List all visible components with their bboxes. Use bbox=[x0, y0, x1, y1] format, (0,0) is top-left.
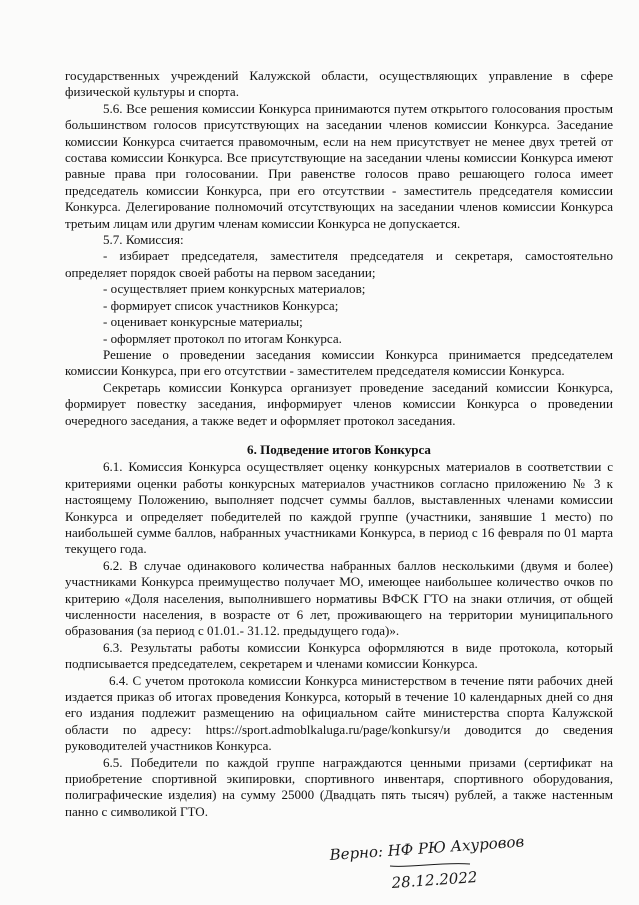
signature-stroke bbox=[390, 864, 470, 867]
paragraph: 6.4. С учетом протокола комиссии Конкурса министерством в течение пяти рабочих дней издается приказ об итогах проведения Конкурса, который в течение 10 календарных дней со дня его издания подлежит размещению на официальном сайте министерства спорта Калужской области по адресу: https://sport.admoblkaluga.ru/page/konkursy/и доводится до сведения руководителей участников Конкурса. bbox=[65, 672, 613, 754]
section-heading: 6. Подведение итогов Конкурса bbox=[247, 441, 431, 457]
paragraph: государственных учреждений Калужской области, осуществляющих управление в сфере физической культуры и спорта. bbox=[65, 68, 613, 100]
signature-line: Верно: НФ РЮ Ахуровов bbox=[329, 832, 525, 864]
paragraph: - осуществляет прием конкурсных материалов; bbox=[103, 281, 366, 297]
paragraph: Решение о проведении заседания комиссии Конкурса принимается председателем комиссии Конкурса, при его отсутствии - заместителем председателя комиссии Конкурса. bbox=[65, 346, 613, 379]
paragraph: 5.6. Все решения комиссии Конкурса принимаются путем открытого голосования простым большинством голосов присутствующих на заседании членов комиссии Конкурса. Заседание комиссии Конкурса считается правомочным, если на нем присутствует не менее двух третей от состава комиссии Конкурса. Все присутствующие на заседании члены комиссии Конкурса имеют равные права при голосовании. При равенстве голосов право решающего голоса имеет председатель комиссии Конкурса, при его отсутствии - заместитель председателя комиссии Конкурса. Делегирование полномочий отсутствующих на заседании членов комиссии Конкурса третьим лицам или другим членам комиссии Конкурса не допускается. bbox=[65, 100, 613, 231]
paragraph: 6.2. В случае одинакового количества набранных баллов несколькими (двумя и более) участниками Конкурса преимущество получает МО, имеющее наибольшее количество очков по критерию «Доля населения, выполнившего нормативы ВФСК ГТО на знаки отличия, от общей численности населения, в возрасте от 6 лет, проживающего на территории муниципального образования (за период с 01.01.- 31.12. предыдущего года)». bbox=[65, 557, 613, 639]
paragraph: - формирует список участников Конкурса; bbox=[103, 297, 339, 313]
handwritten-signature bbox=[329, 832, 525, 898]
paragraph: 6.3. Результаты работы комиссии Конкурса оформляются в виде протокола, который подписывается председателем, секретарем и членами комиссии Конкурса. bbox=[65, 639, 613, 672]
paragraph: 5.7. Комиссия: bbox=[103, 232, 184, 248]
paragraph: 6.5. Победители по каждой группе награждаются ценными призами (сертификат на приобретение спортивной экипировки, спортивного инвентаря, спортивного оборудования, полиграфические изделия) на сумму 25000 (Двадцать пять тысяч) рублей, а также настенным панно с символикой ГТО. bbox=[65, 754, 613, 819]
paragraph: - оценивает конкурсные материалы; bbox=[103, 314, 303, 330]
paragraph: - избирает председателя, заместителя председателя и секретаря, самостоятельно определяет порядок своей работы на первом заседании; bbox=[65, 248, 613, 280]
document-body bbox=[65, 68, 613, 820]
signature-date: 28.12.2022 bbox=[391, 868, 478, 892]
paragraph: 6.1. Комиссия Конкурса осуществляет оценку конкурсных материалов в соответствии с критериями оценки работы конкурсных материалов участников согласно приложению № 3 к настоящему Положению, выполняет подсчет суммы баллов, выставленных членами комиссии Конкурса и определяет победителей по каждой группе (участники, занявшие 1 место) по наибольшей сумме баллов, набранных участниками Конкурса, в период с 16 февраля по 01 марта текущего года. bbox=[65, 459, 613, 557]
paragraph: Секретарь комиссии Конкурса организует проведение заседаний комиссии Конкурса, формирует повестку заседания, информирует членов комиссии Конкурса о проведении очередного заседания, а также ведет и оформляет протокол заседания. bbox=[65, 379, 613, 428]
signature-graphic bbox=[329, 832, 525, 898]
paragraph: - оформляет протокол по итогам Конкурса. bbox=[103, 330, 342, 346]
